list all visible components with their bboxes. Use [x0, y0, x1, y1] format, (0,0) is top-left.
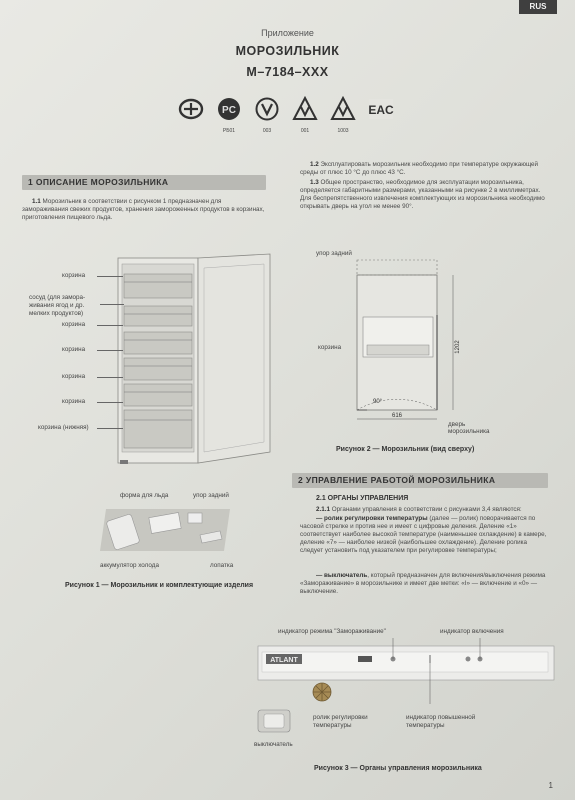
- label-scoop: лопатка: [210, 562, 234, 569]
- section-1-heading: 1 ОПИСАНИЕ МОРОЗИЛЬНИКА: [22, 175, 266, 190]
- label-rear-stop: упор задний: [193, 492, 229, 499]
- stb-cert-icon: [176, 96, 206, 135]
- figure-2-caption: Рисунок 2 — Морозильник (вид сверху): [336, 446, 475, 453]
- label-basket-5: корзина: [62, 398, 86, 405]
- label-basket-top-view: корзина: [318, 344, 342, 351]
- model-number: М–7184–ХХХ: [246, 65, 329, 79]
- cert-icon: 1003: [328, 96, 358, 135]
- label-basket-bottom: корзина (нижняя): [38, 424, 89, 431]
- leader-line: [97, 276, 123, 277]
- leader-line: [97, 402, 123, 403]
- switch-illustration: [255, 706, 295, 738]
- freezer-illustration: [100, 252, 280, 467]
- label-basket-4: корзина: [62, 373, 86, 380]
- label-temp-indicator: индикатор повышенной температуры: [406, 714, 476, 729]
- leader-line: [97, 350, 123, 351]
- dim-width: 616: [391, 413, 403, 419]
- subsection-2-1-title: 2.1 ОРГАНЫ УПРАВЛЕНИЯ: [316, 495, 409, 502]
- page-number: 1: [548, 781, 553, 790]
- leader-line: [97, 377, 123, 378]
- label-basket-3: корзина: [62, 346, 86, 353]
- freezer-top-view: [345, 255, 475, 425]
- label-container: сосуд (для замора- живания ягод и др. мелких продуктов): [29, 294, 86, 317]
- label-basket-top: корзина: [62, 272, 86, 279]
- dim-height: 1202: [455, 340, 461, 354]
- figure-3-caption: Рисунок 3 — Органы управления морозильника: [314, 765, 482, 772]
- label-power-indicator: индикатор включения: [440, 628, 504, 635]
- label-switch: выключатель: [254, 741, 293, 748]
- figure-1-caption: Рисунок 1 — Морозильник и комплектующие изделия: [65, 582, 254, 589]
- label-rear-stop-top: упор задний: [316, 250, 352, 257]
- leader-line: [97, 325, 123, 326]
- appendix-label: Приложение: [261, 28, 314, 38]
- paragraph-2-1-1: 2.1.1 Органами управления в соответствии с рисунками 3,4 являются:: [316, 506, 522, 513]
- control-panel-illustration: [250, 638, 555, 708]
- section-2-heading: 2 УПРАВЛЕНИЕ РАБОТОЙ МОРОЗИЛЬНИКА: [292, 473, 548, 488]
- roller-description: — ролик регулировки температуры (далее — ролик) поворачивается по часовой стрелке и против нее и имеет с цифровые деления. Деление «1» соответствует наиболее высокой температуре (наименьшее охлаждение) в камере, деление «7» — наиболее низкой (наибольшее охлаждение). Деление ролика следует установить под указателем при регулировке температуры;: [300, 515, 547, 554]
- eac-text: EAC: [368, 103, 394, 117]
- brand-logo: ATLANT: [270, 657, 298, 664]
- eac-cert-icon: [366, 96, 396, 135]
- certification-marks: [176, 96, 396, 135]
- rst-cert-icon: PC РБ01: [214, 96, 244, 135]
- page-title: МОРОЗИЛЬНИК: [235, 44, 340, 58]
- cert-icon: 003: [252, 96, 282, 135]
- label-door: дверь морозильника: [448, 421, 490, 435]
- label-freeze-indicator: индикатор режима "Замораживание": [278, 628, 386, 635]
- accessories-illustration: [96, 505, 236, 555]
- language-tab: RUS: [519, 0, 557, 14]
- leader-line: [100, 304, 124, 305]
- paragraph-1-2: 1.2 Эксплуатировать морозильник необходимо при температуре окружающей среды от плюс 10 °С до плюс 43 °С.: [300, 161, 539, 176]
- label-basket-2: корзина: [62, 321, 86, 328]
- label-roller: ролик регулировки температуры: [313, 714, 368, 729]
- svg-text:PC: PC: [222, 105, 236, 116]
- leader-line: [97, 428, 123, 429]
- paragraph-1-1: 1.1 Морозильник в соответствии с рисунком 1 предназначен для замораживания свежих продуктов, хранения замороженных продуктов в корзинах, приготовления пищевого льда.: [22, 198, 265, 221]
- angle-label: 90°: [373, 399, 383, 405]
- label-cold-accumulator: аккумулятор холода: [100, 562, 159, 569]
- switch-description: — выключатель, который предназначен для включения/выключения режима «Замораживание» в морозильнике и имеет две метки: «I» — включение и «0» — выключение.: [300, 572, 546, 595]
- paragraph-1-3: 1.3 Общее пространство, необходимое для эксплуатации морозильника, определяется габаритными размерами, указанными на рисунке 2 в миллиметрах. Для беспрепятственного извлечения комплектующих из морозильника необходимо открывать дверь на угол не менее 90°.: [300, 179, 545, 210]
- cert-icon: 001: [290, 96, 320, 135]
- label-ice-tray: форма для льда: [120, 492, 169, 499]
